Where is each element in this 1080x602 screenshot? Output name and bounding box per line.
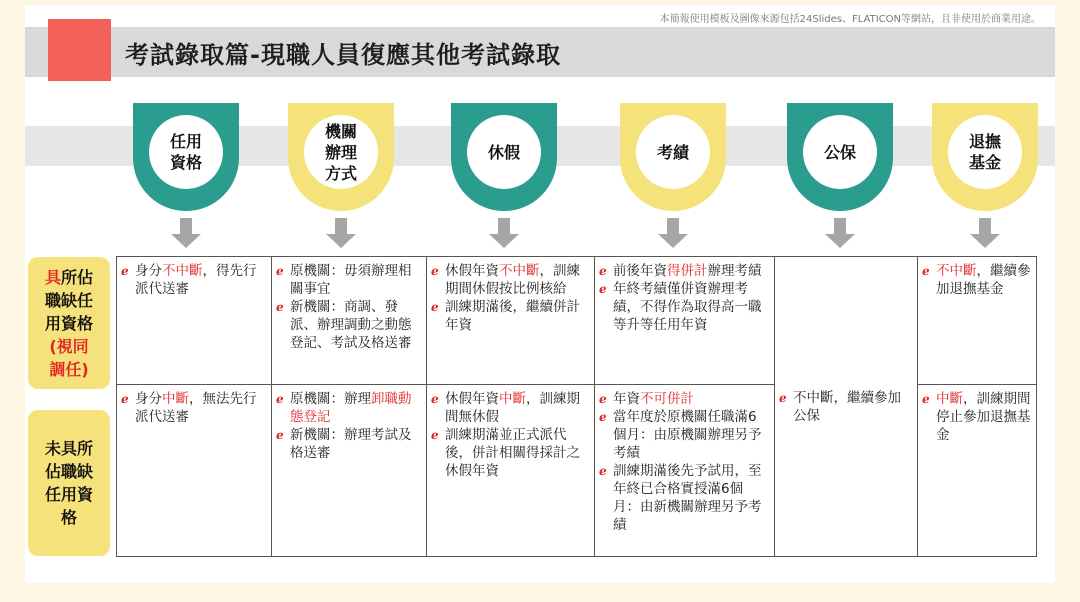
swirl-bullet-icon: ℯ [431, 264, 439, 278]
swirl-bullet-icon: ℯ [599, 410, 607, 424]
swirl-bullet-icon: ℯ [431, 392, 439, 406]
swirl-bullet-icon: ℯ [121, 392, 129, 406]
category-qualification [133, 103, 239, 211]
table-cell [117, 257, 272, 385]
table-cell [595, 385, 775, 557]
list-item: ℯ 休假年資不中斷，訓練期間休假按比例核給 [431, 263, 580, 297]
swirl-bullet-icon: ℯ [599, 392, 607, 406]
down-arrow-icon [825, 218, 855, 248]
comparison-table [116, 256, 1037, 557]
list-item: ℯ 新機關：辦理考試及格送審 [276, 427, 412, 461]
page-title: 考試錄取篇-現職人員復應其他考試錄取 [125, 41, 561, 69]
swirl-bullet-icon: ℯ [431, 428, 439, 442]
table-cell [595, 257, 775, 385]
table-cell [272, 385, 427, 557]
down-arrow-icon [658, 218, 688, 248]
swirl-bullet-icon: ℯ [599, 282, 607, 296]
swirl-bullet-icon: ℯ [779, 391, 787, 405]
list-item: ℯ 前後年資得併計辦理考績 [599, 263, 762, 279]
swirl-bullet-icon: ℯ [276, 392, 284, 406]
swirl-bullet-icon: ℯ [431, 300, 439, 314]
down-arrow-icon [970, 218, 1000, 248]
table-cell [775, 257, 918, 557]
swirl-bullet-icon: ℯ [276, 428, 284, 442]
list-item: ℯ 訓練期滿後先予試用，至年終已合格實授滿6個月：由新機關辦理另予考績 [599, 463, 762, 533]
table-cell [427, 257, 595, 385]
category-agency-procedure [288, 103, 394, 211]
swirl-bullet-icon: ℯ [599, 264, 607, 278]
category-pension-fund [932, 103, 1038, 211]
table-row [117, 257, 1037, 385]
swirl-bullet-icon: ℯ [121, 264, 129, 278]
category-label: 機關 辦理 方式 [304, 115, 378, 189]
table-cell [272, 257, 427, 385]
list-item: ℯ 身分不中斷，得先行派代送審 [121, 263, 257, 297]
down-arrow-icon [326, 218, 356, 248]
swirl-bullet-icon: ℯ [276, 300, 284, 314]
table-cell [427, 385, 595, 557]
swirl-bullet-icon: ℯ [922, 392, 930, 406]
row-label-not-qualified: 未具所 佔職缺 任用資 格 [28, 410, 110, 556]
down-arrow-icon [489, 218, 519, 248]
down-arrow-icon [171, 218, 201, 248]
table-cell [117, 385, 272, 557]
category-label: 任用 資格 [149, 115, 223, 189]
list-item: ℯ 訓練期滿後，繼續併計年資 [431, 299, 580, 333]
slide [25, 5, 1055, 583]
swirl-bullet-icon: ℯ [276, 264, 284, 278]
list-item: ℯ 不中斷，繼續參加公保 [779, 390, 901, 424]
list-item: ℯ 年資不可併計 [599, 391, 694, 407]
list-item: ℯ 訓練期滿並正式派代後，併計相關得採計之休假年資 [431, 427, 580, 479]
table-cell [918, 385, 1037, 557]
list-item: ℯ 不中斷，繼續參加退撫基金 [922, 263, 1031, 297]
list-item: ℯ 當年度於原機關任職滿6個月：由原機關辦理另予考績 [599, 409, 762, 461]
category-performance [620, 103, 726, 211]
list-item: ℯ 休假年資中斷，訓練期間無休假 [431, 391, 580, 425]
list-item: ℯ 身分中斷，無法先行派代送審 [121, 391, 257, 425]
swirl-bullet-icon: ℯ [922, 264, 930, 278]
list-item: ℯ 新機關：商調、發派、辦理調動之動態登記、考試及格送審 [276, 299, 412, 351]
list-item: ℯ 原機關：辦理卸職動態登記 [276, 391, 412, 425]
category-label: 休假 [467, 115, 541, 189]
disclaimer-text: 本簡報使用模板及圖像來源包括24Slides、FLATICON等網站，且非使用於商業用途。 [659, 14, 1041, 25]
category-leave [451, 103, 557, 211]
category-label: 退撫 基金 [948, 115, 1022, 189]
row-label-qualified: 具所佔 職缺任 用資格 (視同 調任) [28, 257, 110, 389]
list-item: ℯ 原機關：毋須辦理相關事宜 [276, 263, 412, 297]
category-insurance [787, 103, 893, 211]
table-cell [918, 257, 1037, 385]
category-label: 公保 [803, 115, 877, 189]
swirl-bullet-icon: ℯ [599, 464, 607, 478]
list-item: ℯ 年終考績僅併資辦理考績，不得作為取得高一職等升等任用年資 [599, 281, 762, 333]
category-label: 考績 [636, 115, 710, 189]
list-item: ℯ 中斷，訓練期間停止參加退撫基金 [922, 391, 1031, 443]
title-accent-block [48, 19, 111, 81]
